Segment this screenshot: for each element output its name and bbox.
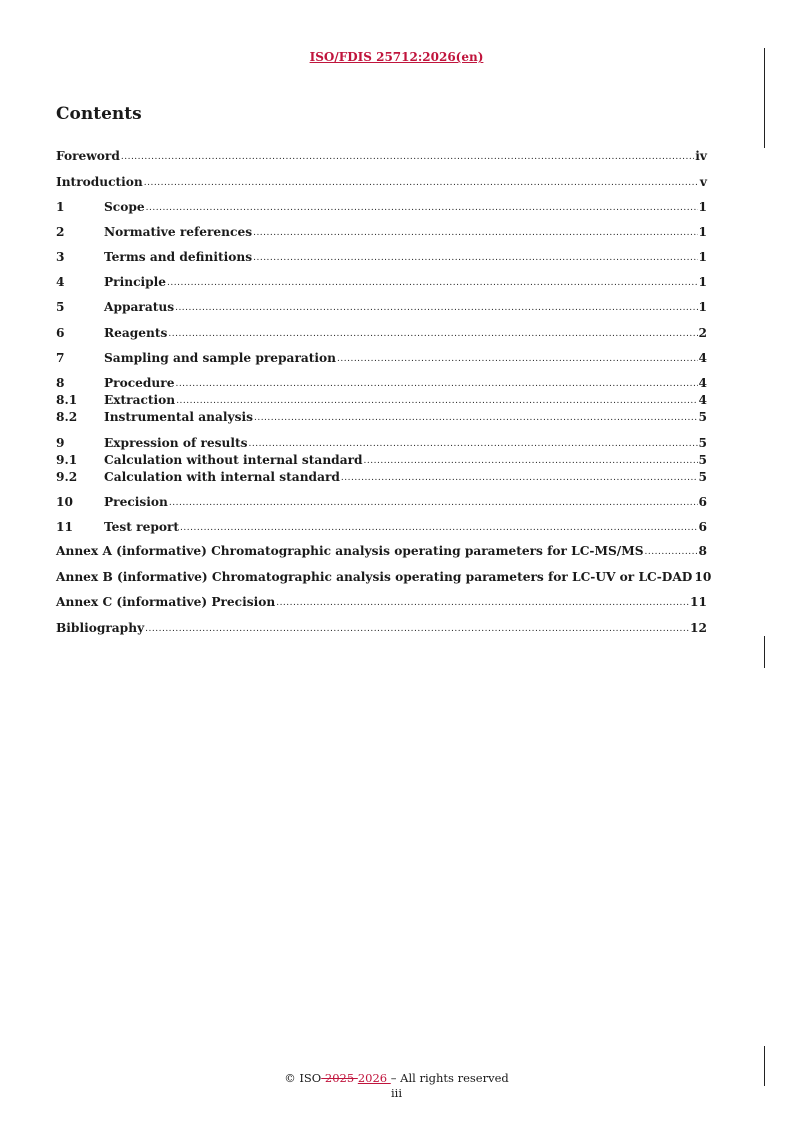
toc-dot-leader (121, 149, 694, 165)
toc-entry-page: 4 (698, 351, 707, 365)
toc-entry-title: Calculation with internal standard (104, 470, 340, 484)
toc-entry-title: Precision (104, 495, 168, 509)
toc-entry-page: 5 (698, 470, 707, 484)
toc-entry[interactable] (56, 392, 707, 408)
toc-dot-leader (176, 393, 697, 409)
toc-entry-title: Bibliography (56, 621, 145, 635)
inserted-year: 2026 (357, 1071, 391, 1085)
toc-entry-number: 6 (56, 326, 65, 340)
toc-entry-page: 5 (698, 453, 707, 467)
toc-entry[interactable] (56, 435, 707, 451)
toc-entry-number: 9.2 (56, 470, 78, 484)
toc-entry-page: 1 (698, 200, 707, 214)
toc-entry-number: 8.2 (56, 410, 78, 424)
toc-entry-title: Principle (104, 275, 167, 289)
toc-entry-title: Normative references (104, 225, 253, 239)
toc-entry-page: 8 (698, 544, 707, 558)
toc-entry-page: 4 (698, 376, 707, 390)
toc-entry-page: 1 (698, 250, 707, 264)
toc-entry-title: Foreword (56, 149, 120, 163)
toc-entry-number: 8 (56, 376, 65, 390)
toc-entry[interactable] (56, 375, 707, 391)
toc-entry-title: Annex B (informative) Chromatographic analysis operating parameters for LC-UV or LC-DAD (56, 570, 693, 584)
toc-entry[interactable] (56, 452, 707, 468)
toc-dot-leader (364, 453, 698, 469)
toc-entry[interactable] (56, 543, 707, 559)
toc-entry[interactable] (56, 594, 707, 610)
toc-entry-page: 1 (698, 300, 707, 314)
toc-dot-leader (146, 200, 698, 216)
toc-entry[interactable] (56, 274, 707, 290)
toc-entry-number: 5 (56, 300, 65, 314)
toc-entry-page: v (699, 175, 707, 189)
toc-entry-number: 1 (56, 200, 65, 214)
toc-entry-page: 12 (690, 621, 707, 635)
toc-entry-title: Extraction (104, 393, 176, 407)
toc-entry-page: 6 (698, 495, 707, 509)
toc-entry[interactable] (56, 224, 707, 240)
toc-entry-number: 10 (56, 495, 73, 509)
toc-entry-title: Instrumental analysis (104, 410, 253, 424)
toc-dot-leader (254, 410, 698, 426)
toc-dot-leader (337, 351, 698, 367)
toc-entry[interactable] (56, 519, 707, 535)
toc-entry-title: Apparatus (104, 300, 175, 314)
toc-dot-leader (169, 495, 698, 511)
toc-dot-leader (276, 595, 689, 611)
toc-entry-page: iv (695, 149, 707, 163)
toc-entry-number: 11 (56, 520, 73, 534)
toc-dot-leader (145, 621, 689, 637)
toc-entry-page: 11 (690, 595, 707, 609)
toc-entry-title: Expression of results (104, 436, 248, 450)
toc-entry-number: 8.1 (56, 393, 78, 407)
rights-reserved: – All rights reserved (390, 1071, 509, 1085)
toc-entry-title: Annex C (informative) Precision (56, 595, 276, 609)
toc-dot-leader (175, 300, 697, 316)
toc-entry-number: 9.1 (56, 453, 78, 467)
toc-entry-page: 10 (694, 570, 712, 584)
toc-dot-leader (253, 225, 697, 241)
toc-entry-title: Reagents (104, 326, 168, 340)
toc-entry[interactable] (56, 174, 707, 190)
toc-entry[interactable] (56, 148, 707, 164)
toc-dot-leader (180, 520, 697, 536)
copyright-line (0, 1071, 793, 1086)
toc-entry[interactable] (56, 569, 712, 585)
document-id-header: ISO/FDIS 25712:2026(en) (309, 50, 484, 64)
toc-entry-title: Test report (104, 520, 180, 534)
toc-entry-page: 1 (698, 275, 707, 289)
toc-entry-page: 5 (698, 436, 707, 450)
toc-entry-page: 2 (698, 326, 707, 340)
toc-dot-leader (144, 175, 699, 191)
toc-entry-page: 5 (698, 410, 707, 424)
toc-entry-number: 4 (56, 275, 65, 289)
toc-entry-title: Calculation without internal standard (104, 453, 363, 467)
toc-entry[interactable] (56, 469, 707, 485)
toc-entry-title: Terms and definitions (104, 250, 253, 264)
toc-entry[interactable] (56, 249, 707, 265)
toc-entry[interactable] (56, 299, 707, 315)
toc-dot-leader (645, 544, 698, 560)
toc-entry-number: 3 (56, 250, 65, 264)
toc-dot-leader (253, 250, 697, 266)
contents-heading: Contents (56, 104, 142, 124)
toc-dot-leader (167, 275, 697, 291)
toc-entry[interactable] (56, 494, 707, 510)
toc-entry-number: 2 (56, 225, 65, 239)
toc-entry-title: Introduction (56, 175, 143, 189)
toc-entry-number: 9 (56, 436, 65, 450)
toc-dot-leader (341, 470, 698, 486)
toc-entry[interactable] (56, 325, 707, 341)
toc-entry[interactable] (56, 350, 707, 366)
toc-entry-number: 7 (56, 351, 65, 365)
toc-entry[interactable] (56, 199, 707, 215)
change-bar-middle (764, 636, 765, 668)
toc-dot-leader (168, 326, 697, 342)
toc-entry[interactable] (56, 409, 707, 425)
toc-entry-page: 4 (698, 393, 707, 407)
copyright-prefix: © ISO (284, 1071, 322, 1085)
toc-entry-title: Procedure (104, 376, 175, 390)
page-number: iii (390, 1086, 403, 1100)
toc-entry-page: 6 (698, 520, 707, 534)
toc-entry-title: Scope (104, 200, 145, 214)
toc-entry-title: Annex A (informative) Chromatographic analysis operating parameters for LC-MS/MS (56, 544, 644, 558)
toc-entry[interactable] (56, 620, 707, 636)
toc-entry-page: 1 (698, 225, 707, 239)
page-footer (0, 1071, 793, 1101)
toc-entry-title: Sampling and sample preparation (104, 351, 337, 365)
toc-dot-leader (248, 436, 697, 452)
toc-dot-leader (175, 376, 697, 392)
deleted-year: 2025 (321, 1071, 358, 1085)
